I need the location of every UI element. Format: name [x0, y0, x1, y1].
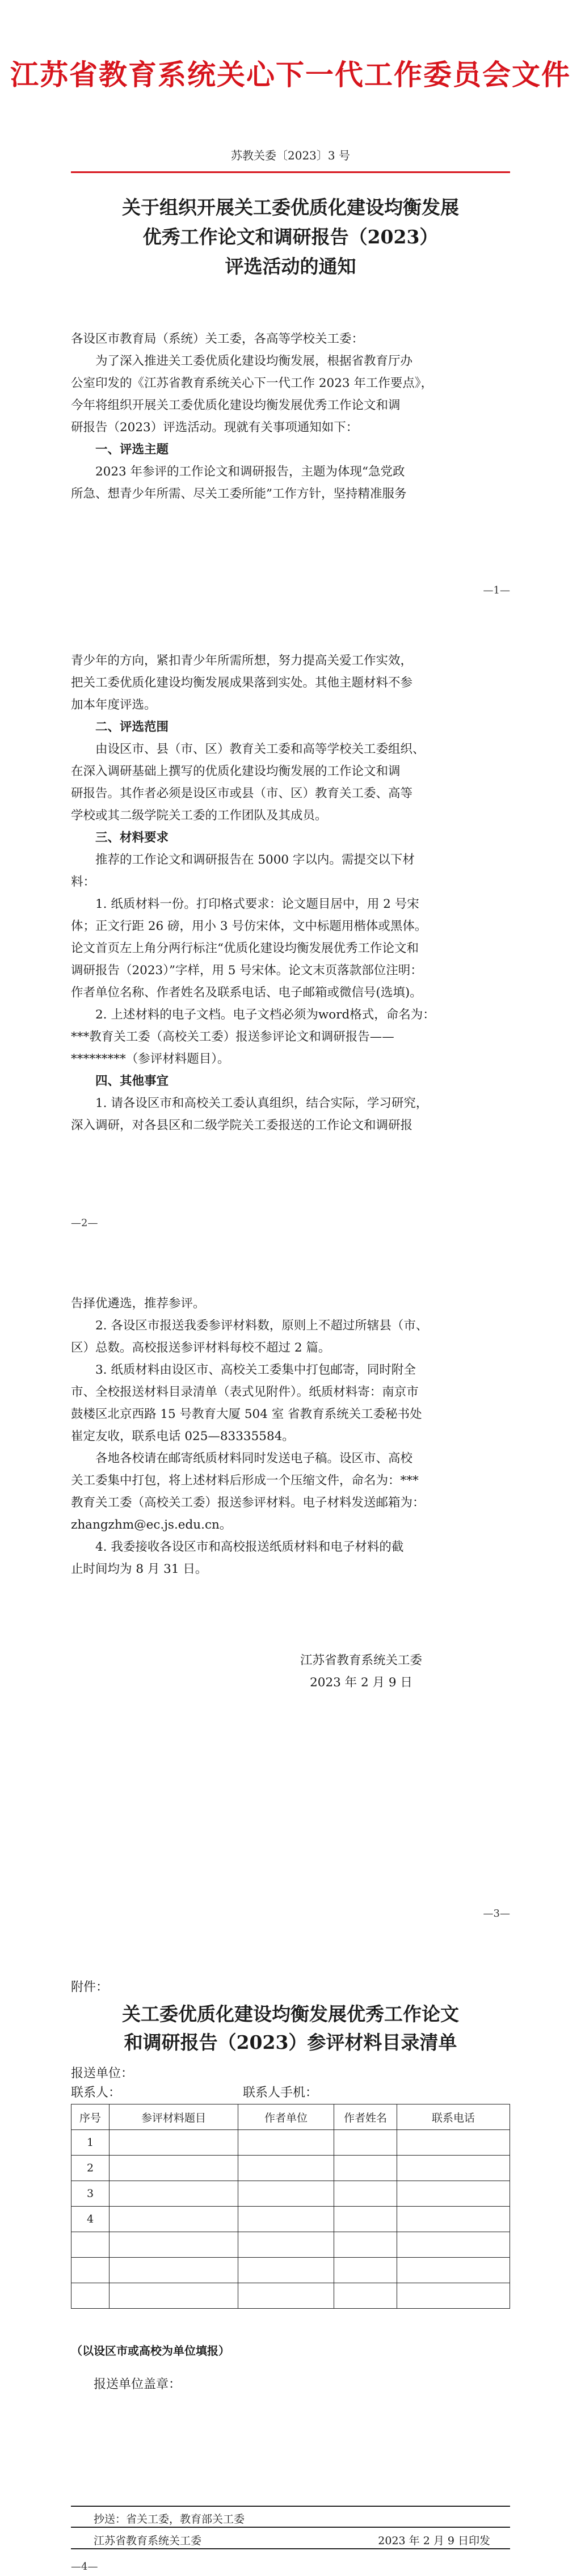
- row-index: 2: [71, 2156, 110, 2181]
- page-number: —4—: [71, 2561, 98, 2573]
- page-3: [0, 1288, 581, 1932]
- contact-person-field: 联系人：: [71, 2086, 121, 2100]
- paragraph-line: 4. 我委接收各设区市和高校报送纸质材料和电子材料的截: [95, 1540, 404, 1554]
- paragraph-line: 研报告。其作者必须是设区市或县（市、区）教育关工委、高等: [71, 786, 413, 801]
- seal-field: 报送单位盖章：: [94, 2377, 182, 2392]
- table-row: [71, 2232, 510, 2258]
- row-index: [71, 2258, 110, 2283]
- contact-phone-field: 联系人手机：: [243, 2086, 318, 2100]
- column-header: 联系电话: [397, 2104, 510, 2130]
- footer-org: 江苏省教育系统关工委: [94, 2535, 202, 2547]
- page-number: —1—: [483, 584, 510, 596]
- paragraph-line: 鼓楼区北京西路 15 号教育大厦 504 室 省教育系统关工委秘书处: [71, 1407, 422, 1421]
- table-row: [71, 2258, 510, 2283]
- paragraph-line: 2. 各设区市报送我委参评材料数，原则上不超过所辖县（市、: [95, 1319, 428, 1333]
- paragraph-line: 公室印发的《江苏省教育系统关心下一代工作 2023 年工作要点》，: [71, 376, 433, 390]
- notice-title-line: 优秀工作论文和调研报告（2023）: [142, 226, 439, 248]
- annex-title: [0, 2000, 581, 2057]
- table-row: [71, 2156, 510, 2181]
- paragraph-line: 关工委集中打包，将上述材料后形成一个压缩文件，命名为：***: [71, 1474, 419, 1488]
- page-number: —3—: [483, 1908, 510, 1920]
- document-header-title: 江苏省教育系统关心下一代工作委员会文件: [10, 58, 571, 91]
- paragraph-line: 各地各校请在邮寄纸质材料同时发送电子稿。设区市、高校: [95, 1451, 413, 1466]
- paragraph-line: 市、全校报送材料目录清单（表式见附件）。纸质材料寄：南京市: [71, 1385, 419, 1399]
- notice-title-line: 关于组织开展关工委优质化建设均衡发展: [122, 196, 459, 218]
- page-1: [0, 0, 581, 644]
- paragraph-line: 在深入调研基础上撰写的优质化建设均衡发展的工作论文和调: [71, 764, 401, 778]
- annex-title-line: 关工委优质化建设均衡发展优秀工作论文: [122, 2003, 459, 2025]
- section-heading: 一、评选主题: [95, 443, 169, 457]
- page-2: [0, 644, 581, 1288]
- section-heading: 四、其他事宜: [95, 1074, 169, 1088]
- footer-rule: [71, 2527, 510, 2528]
- paragraph-line: 教育关工委（高校关工委）报送参评材料。电子材料发送邮箱为：: [71, 1496, 425, 1510]
- paragraph-line: 所急、想青少年所需、尽关工委所能”工作方针，坚持精准服务: [71, 487, 407, 501]
- paragraph-line: 崔定友收，联系电话 025—83335584。: [71, 1429, 294, 1443]
- paragraph-line: 为了深入推进关工委优质化建设均衡发展，根据省教育厅办: [95, 354, 413, 368]
- row-index: 3: [71, 2181, 110, 2207]
- salutation: 各设区市教育局（系统）关工委，各高等学校关工委：: [71, 332, 364, 346]
- paragraph-line: 2. 上述材料的电子文档。电子文档必须为word格式，命名为：: [95, 1008, 435, 1022]
- column-header: 序号: [71, 2104, 110, 2130]
- page-number: —2—: [71, 1217, 98, 1229]
- table-row: [71, 2207, 510, 2232]
- signature-block: [300, 1649, 422, 1694]
- annex-label: 附件：: [71, 1980, 109, 1994]
- cc-line: 抄送：省关工委，教育部关工委: [94, 2513, 245, 2526]
- paragraph-line: 1. 请各设区市和高校关工委认真组织，结合实际，学习研究，: [95, 1096, 428, 1110]
- paragraph-line: 研报告（2023）评选活动。现就有关事项通知如下：: [71, 420, 359, 435]
- row-index: 1: [71, 2130, 110, 2156]
- row-index: 4: [71, 2207, 110, 2232]
- table-header-row: [71, 2104, 510, 2130]
- paragraph-line: 加本年度评选。: [71, 698, 157, 712]
- row-index: [71, 2283, 110, 2309]
- paragraph-line: 体；正文行距 26 磅，用小 3 号仿宋体，文中标题用楷体或黑体。: [71, 919, 427, 933]
- page-3-body: [71, 1293, 510, 1580]
- submitting-unit-field: 报送单位：: [71, 2066, 134, 2081]
- page-4: [0, 1932, 581, 2576]
- paragraph-line: 止时间均为 8 月 31 日。: [71, 1562, 208, 1576]
- paragraph-line: 区）总数。高校报送参评材料每校不超过 2 篇。: [71, 1341, 331, 1355]
- page-2-body: [71, 650, 510, 1137]
- column-header: 作者单位: [238, 2104, 334, 2130]
- paragraph-line: 2023 年参评的工作论文和调研报告，主题为体现“急党政: [95, 465, 405, 479]
- paragraph-line: 论文首页左上角分两行标注“优质化建设均衡发展优秀工作论文和: [71, 941, 419, 956]
- table-row: [71, 2283, 510, 2309]
- paragraph-line: 作者单位名称、作者姓名及联系电话、电子邮箱或微信号(选填)。: [71, 986, 422, 1000]
- paragraph-line: 1. 纸质材料一份。打印格式要求：论文题目居中，用 2 号宋: [95, 897, 419, 911]
- paragraph-line: 推荐的工作论文和调研报告在 5000 字以内。需提交以下材: [95, 853, 415, 867]
- annex-title-line: 和调研报告（2023）参评材料目录清单: [124, 2031, 457, 2053]
- column-header: 作者姓名: [334, 2104, 397, 2130]
- paragraph-line: 料：: [71, 875, 96, 889]
- table-row: [71, 2181, 510, 2207]
- footer-rule: [71, 2548, 510, 2549]
- notice-title: [0, 193, 581, 281]
- paragraph-line: 深入调研，对各县区和二级学院关工委报送的工作论文和调研报: [71, 1118, 413, 1133]
- red-separator-rule: [71, 171, 510, 173]
- table-note: （以设区市或高校为单位填报）: [71, 2344, 230, 2358]
- email-address: zhangzhm@ec.js.edu.cn。: [71, 1518, 232, 1532]
- paragraph-line: 由设区市、县（市、区）教育关工委和高等学校关工委组织、: [95, 742, 425, 756]
- submission-list-table: [71, 2104, 510, 2309]
- section-heading: 二、评选范围: [95, 720, 169, 734]
- footer-date: 2023 年 2 月 9 日印发: [378, 2535, 490, 2547]
- paragraph-line: 学校或其二级学院关工委的工作团队及其成员。: [71, 809, 327, 823]
- paragraph-line: 3. 纸质材料由设区市、高校关工委集中打包邮寄，同时附全: [95, 1363, 416, 1377]
- notice-title-line: 评选活动的通知: [225, 255, 356, 277]
- document-number: 苏教关委〔2023〕3 号: [231, 149, 350, 162]
- paragraph-line: *********（参评材料题目）。: [71, 1052, 230, 1066]
- section-heading: 三、材料要求: [95, 831, 169, 845]
- row-index: [71, 2232, 110, 2258]
- page-1-body: [71, 328, 510, 505]
- column-header: 参评材料题目: [110, 2104, 238, 2130]
- paragraph-line: 调研报告（2023）”字样，用 5 号宋体。论文末页落款部位注明：: [71, 963, 423, 978]
- signature-date: 2023 年 2 月 9 日: [310, 1676, 412, 1690]
- paragraph-line: ***教育关工委（高校关工委）报送参评论文和调研报告——: [71, 1030, 394, 1044]
- signature-org: 江苏省教育系统关工委: [300, 1653, 422, 1668]
- paragraph-line: 告择优遴选，推荐参评。: [71, 1297, 205, 1311]
- paragraph-line: 青少年的方向，紧扣青少年所需所想，努力提高关爱工作实效，: [71, 654, 413, 668]
- paragraph-line: 今年将组织开展关工委优质化建设均衡发展优秀工作论文和调: [71, 398, 401, 413]
- table-row: [71, 2130, 510, 2156]
- paragraph-line: 把关工委优质化建设均衡发展成果落到实处。其他主题材料不参: [71, 676, 413, 690]
- footer-rule: [71, 2506, 510, 2507]
